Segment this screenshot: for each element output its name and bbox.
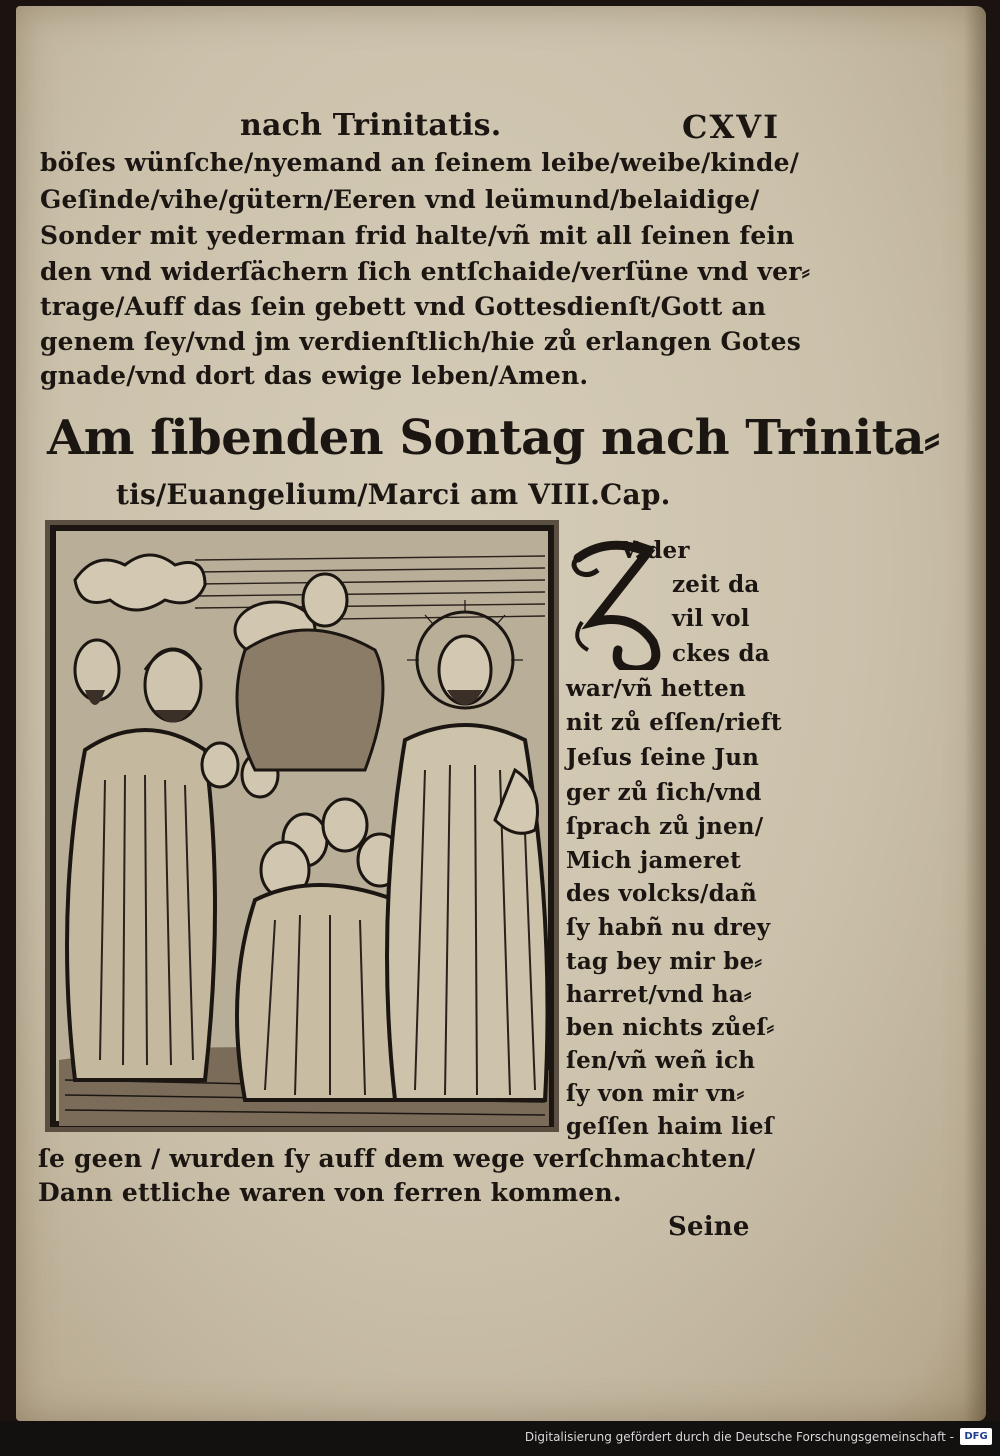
body-line: gnade/vnd dort das ewige leben/Amen. [40,361,589,390]
column-line: zeit da [672,571,760,598]
running-head: nach Trinitatis. [240,108,502,143]
section-subheading: tis/Euangelium/Marci am VIII.Cap. [116,478,671,511]
column-line: ſy von mir vn⸗ [566,1080,745,1107]
page-edge-shadow [964,6,986,1421]
column-line: ſy habñ nu drey [566,914,771,941]
body-line: Dann ettliche waren von ferren kommen. [38,1178,622,1207]
column-line: V der [620,537,690,564]
column-line: ckes da [672,640,770,667]
body-line: den vnd widerſächern ſich entſchaide/verſüne vnd ver⸗ [40,257,811,286]
column-line: nit zů eſſen/rieft [566,709,782,736]
body-line: Sonder mit yederman frid halte/vñ mit all ſeinen fein [40,221,795,250]
woodcut-christ-with-disciples-and-crowd-icon [45,520,559,1132]
dfg-logo-icon[interactable]: DFG [960,1428,992,1445]
body-line: böſes wünſche/nyemand an ſeinem leibe/weibe/kinde/ [40,148,800,177]
column-line: vil vol [672,605,750,632]
column-line: ger zů ſich/vnd [566,779,762,806]
body-line: ſe geen / wurden ſy auff dem wege verſchmachten/ [38,1144,756,1173]
folio-number: CXVI [682,108,781,146]
column-line: Jeſus ſeine Jun [566,744,760,771]
column-line: tag bey mir be⸗ [566,948,763,975]
column-line: Mich jameret [566,847,741,874]
column-line: geſſen haim lieſ [566,1113,774,1140]
body-line: trage/Auff das ſein gebett vnd Gottesdienſt/Gott an [40,292,767,321]
body-line: Geſinde/vihe/gütern/Eeren vnd leümund/belaidige/ [40,185,760,214]
catchword: Seine [668,1212,750,1242]
funding-credit: Digitalisierung gefördert durch die Deutsche Forschungsgemeinschaft - [524,1430,954,1444]
body-line: genem ſey/vnd jm verdienſtlich/hie zů erlangen Gotes [40,327,802,356]
column-line: harret/vnd ha⸗ [566,981,752,1008]
column-line: ben nichts zůeſ⸗ [566,1014,775,1041]
column-line: des volcks/dañ [566,880,757,907]
column-line: ſen/vñ weñ ich [566,1047,756,1074]
column-line: war/vñ hetten [566,675,746,702]
section-heading: Am ſibenden Sontag nach Trinita⸗ [47,410,940,466]
column-line: ſprach zů jnen/ [566,813,764,840]
